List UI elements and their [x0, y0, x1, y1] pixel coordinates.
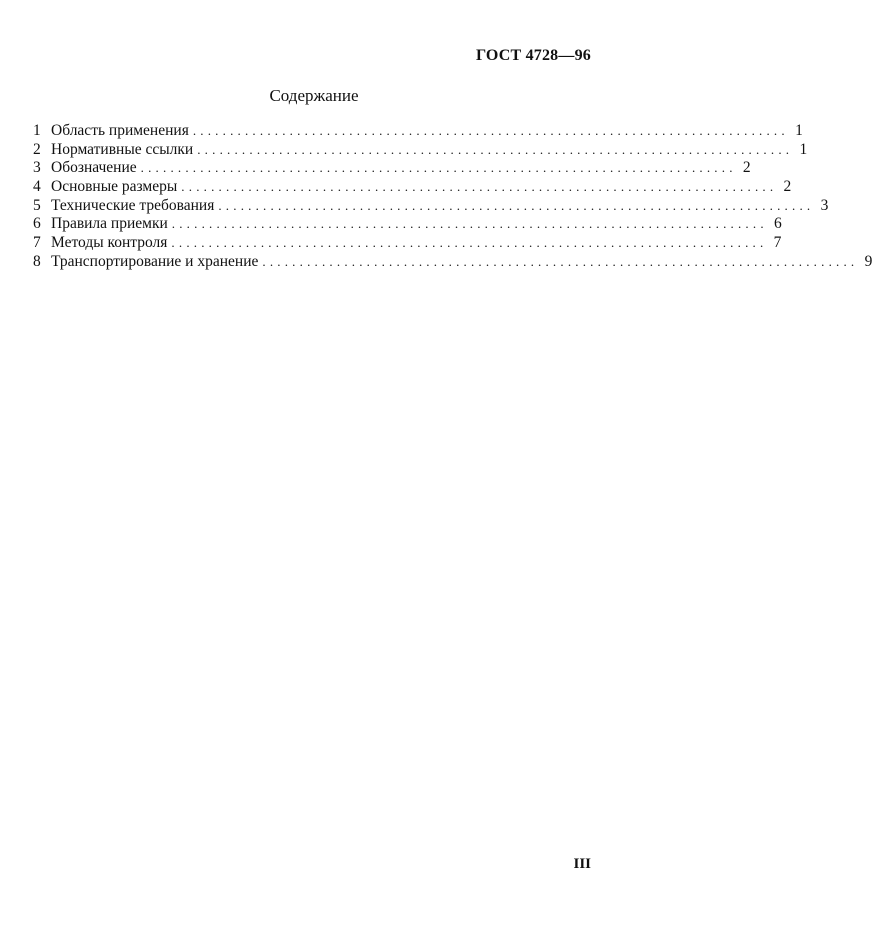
- toc-item-page: 9: [864, 252, 872, 270]
- dot-leader: ................................................................................: [218, 197, 815, 213]
- toc-item-7[interactable]: [33, 234, 782, 253]
- toc-item-page: 1: [795, 122, 803, 139]
- table-of-contents: [33, 122, 872, 272]
- toc-item-number: 2: [33, 140, 41, 158]
- toc-item-label: Транспортирование и хранение: [51, 252, 259, 270]
- toc-item-number: 6: [33, 215, 41, 233]
- toc-item-label: Методы контроля: [51, 234, 168, 252]
- toc-item-number: 3: [33, 159, 41, 177]
- dot-leader: ................................................................................: [262, 253, 859, 269]
- toc-item-number: 8: [33, 252, 41, 270]
- toc-item-page: 7: [773, 234, 782, 252]
- toc-item-2[interactable]: [33, 140, 808, 160]
- toc-item-page: 3: [820, 196, 829, 214]
- toc-item-page: 1: [799, 140, 808, 158]
- toc-item-6[interactable]: [33, 215, 782, 234]
- toc-item-number: 4: [33, 178, 41, 196]
- dot-leader: ................................................................................: [181, 179, 778, 195]
- dot-leader: ................................................................................: [171, 235, 768, 251]
- toc-item-8[interactable]: [33, 252, 872, 272]
- toc-item-label: Технические требования: [51, 196, 215, 214]
- toc-item-label: Область применения: [51, 122, 189, 139]
- toc-item-number: 7: [33, 234, 41, 252]
- toc-item-5[interactable]: [33, 196, 829, 216]
- toc-item-label: Основные размеры: [51, 178, 178, 196]
- document-code: ГОСТ 4728—96: [475, 47, 591, 64]
- dot-leader: ................................................................................: [197, 141, 794, 157]
- toc-item-4[interactable]: [33, 178, 792, 197]
- toc-item-number: 1: [33, 122, 41, 139]
- dot-leader: ................................................................................: [171, 216, 768, 232]
- dot-leader: ................................................................................: [140, 160, 737, 176]
- toc-item-number: 5: [33, 196, 41, 214]
- toc-item-page: 2: [783, 178, 792, 196]
- dot-leader: ................................................................................: [192, 123, 789, 138]
- toc-item-page: 6: [774, 215, 782, 233]
- page-number: III: [573, 856, 591, 872]
- toc-item-1[interactable]: [33, 122, 803, 141]
- toc-item-label: Правила приемки: [51, 215, 168, 233]
- toc-item-label: Нормативные ссылки: [51, 140, 194, 158]
- toc-item-label: Обозначение: [51, 159, 137, 177]
- toc-item-page: 2: [742, 159, 751, 177]
- toc-title: Содержание: [269, 86, 359, 105]
- toc-item-3[interactable]: [33, 159, 751, 178]
